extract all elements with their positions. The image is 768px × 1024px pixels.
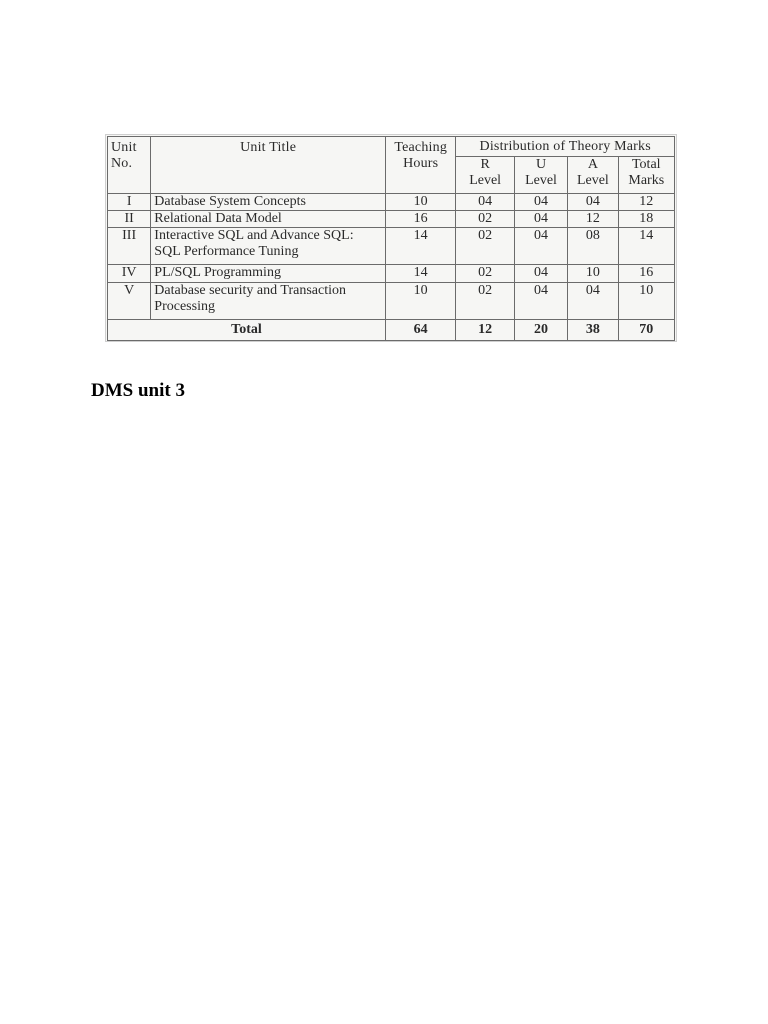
u-level-marks: 04 bbox=[514, 228, 567, 265]
teaching-hours: 16 bbox=[385, 211, 455, 228]
table-row bbox=[108, 228, 675, 265]
total-total-marks: 70 bbox=[618, 319, 674, 340]
unit-title bbox=[151, 283, 386, 320]
unit-number: II bbox=[108, 211, 151, 228]
header-distribution bbox=[456, 137, 675, 157]
a-level-marks: 12 bbox=[568, 211, 618, 228]
unit-title: Database System Concepts bbox=[151, 193, 386, 210]
header-unit-no-line2: No. bbox=[111, 156, 133, 171]
a-level-marks: 04 bbox=[568, 193, 618, 210]
unit-title bbox=[151, 228, 386, 265]
r-level-marks: 02 bbox=[456, 283, 514, 320]
header-row-1 bbox=[108, 137, 675, 157]
header-teaching-hours-line1: Teaching bbox=[394, 140, 448, 155]
total-u-level: 20 bbox=[514, 319, 567, 340]
total-label: Total bbox=[108, 319, 386, 340]
a-level-marks: 04 bbox=[568, 283, 618, 320]
table-row bbox=[108, 193, 675, 210]
r-level-marks: 04 bbox=[456, 193, 514, 210]
unit-title-line1: Database security and Transaction bbox=[154, 283, 346, 299]
a-level-marks: 10 bbox=[568, 264, 618, 282]
unit-title: PL/SQL Programming bbox=[151, 264, 386, 282]
header-total-marks-line2: Marks bbox=[628, 173, 665, 189]
total-marks: 12 bbox=[618, 193, 674, 210]
r-level-marks: 02 bbox=[456, 264, 514, 282]
u-level-marks: 04 bbox=[514, 264, 567, 282]
unit-number: I bbox=[108, 193, 151, 210]
header-unit-title bbox=[151, 137, 386, 194]
header-distribution-text: Distribution of Theory Marks bbox=[479, 139, 651, 154]
total-marks: 18 bbox=[618, 211, 674, 228]
total-marks: 14 bbox=[618, 228, 674, 265]
header-r-level bbox=[456, 157, 514, 194]
section-heading: DMS unit 3 bbox=[91, 380, 185, 401]
unit-title-line2: SQL Performance Tuning bbox=[154, 244, 299, 260]
u-level-marks: 04 bbox=[514, 211, 567, 228]
table-row bbox=[108, 211, 675, 228]
total-teaching-hours: 64 bbox=[385, 319, 455, 340]
total-r-level: 12 bbox=[456, 319, 514, 340]
header-teaching-hours-line2: Hours bbox=[403, 156, 439, 171]
header-u-level-line1: U bbox=[535, 157, 547, 173]
header-r-level-line2: Level bbox=[469, 173, 502, 189]
teaching-hours: 14 bbox=[385, 264, 455, 282]
r-level-marks: 02 bbox=[456, 228, 514, 265]
u-level-marks: 04 bbox=[514, 283, 567, 320]
header-r-level-line1: R bbox=[480, 157, 490, 173]
total-row bbox=[108, 319, 675, 340]
header-total-marks bbox=[618, 157, 674, 194]
u-level-marks: 04 bbox=[514, 193, 567, 210]
unit-number: IV bbox=[108, 264, 151, 282]
table-row bbox=[108, 264, 675, 282]
header-u-level-line2: Level bbox=[525, 173, 557, 189]
header-unit-title-text: Unit Title bbox=[240, 140, 297, 155]
header-total-marks-line1: Total bbox=[631, 157, 661, 173]
teaching-hours: 10 bbox=[385, 283, 455, 320]
table-row bbox=[108, 283, 675, 320]
header-u-level bbox=[514, 157, 567, 194]
total-marks: 10 bbox=[618, 283, 674, 320]
header-a-level-line1: A bbox=[587, 157, 598, 173]
a-level-marks: 08 bbox=[568, 228, 618, 265]
syllabus-table-image bbox=[105, 134, 677, 342]
syllabus-table bbox=[107, 136, 675, 341]
unit-title-line1: Interactive SQL and Advance SQL: bbox=[154, 228, 354, 244]
total-marks: 16 bbox=[618, 264, 674, 282]
header-a-level-line2: Level bbox=[576, 173, 609, 189]
header-unit-no-line1: Unit bbox=[111, 140, 137, 155]
r-level-marks: 02 bbox=[456, 211, 514, 228]
header-teaching-hours bbox=[385, 137, 455, 194]
teaching-hours: 14 bbox=[385, 228, 455, 265]
unit-number: V bbox=[108, 283, 151, 320]
header-a-level bbox=[568, 157, 618, 194]
teaching-hours: 10 bbox=[385, 193, 455, 210]
unit-title-line2: Processing bbox=[154, 299, 215, 315]
unit-number: III bbox=[108, 228, 151, 265]
header-unit-no bbox=[108, 137, 151, 194]
unit-title: Relational Data Model bbox=[151, 211, 386, 228]
total-a-level: 38 bbox=[568, 319, 618, 340]
